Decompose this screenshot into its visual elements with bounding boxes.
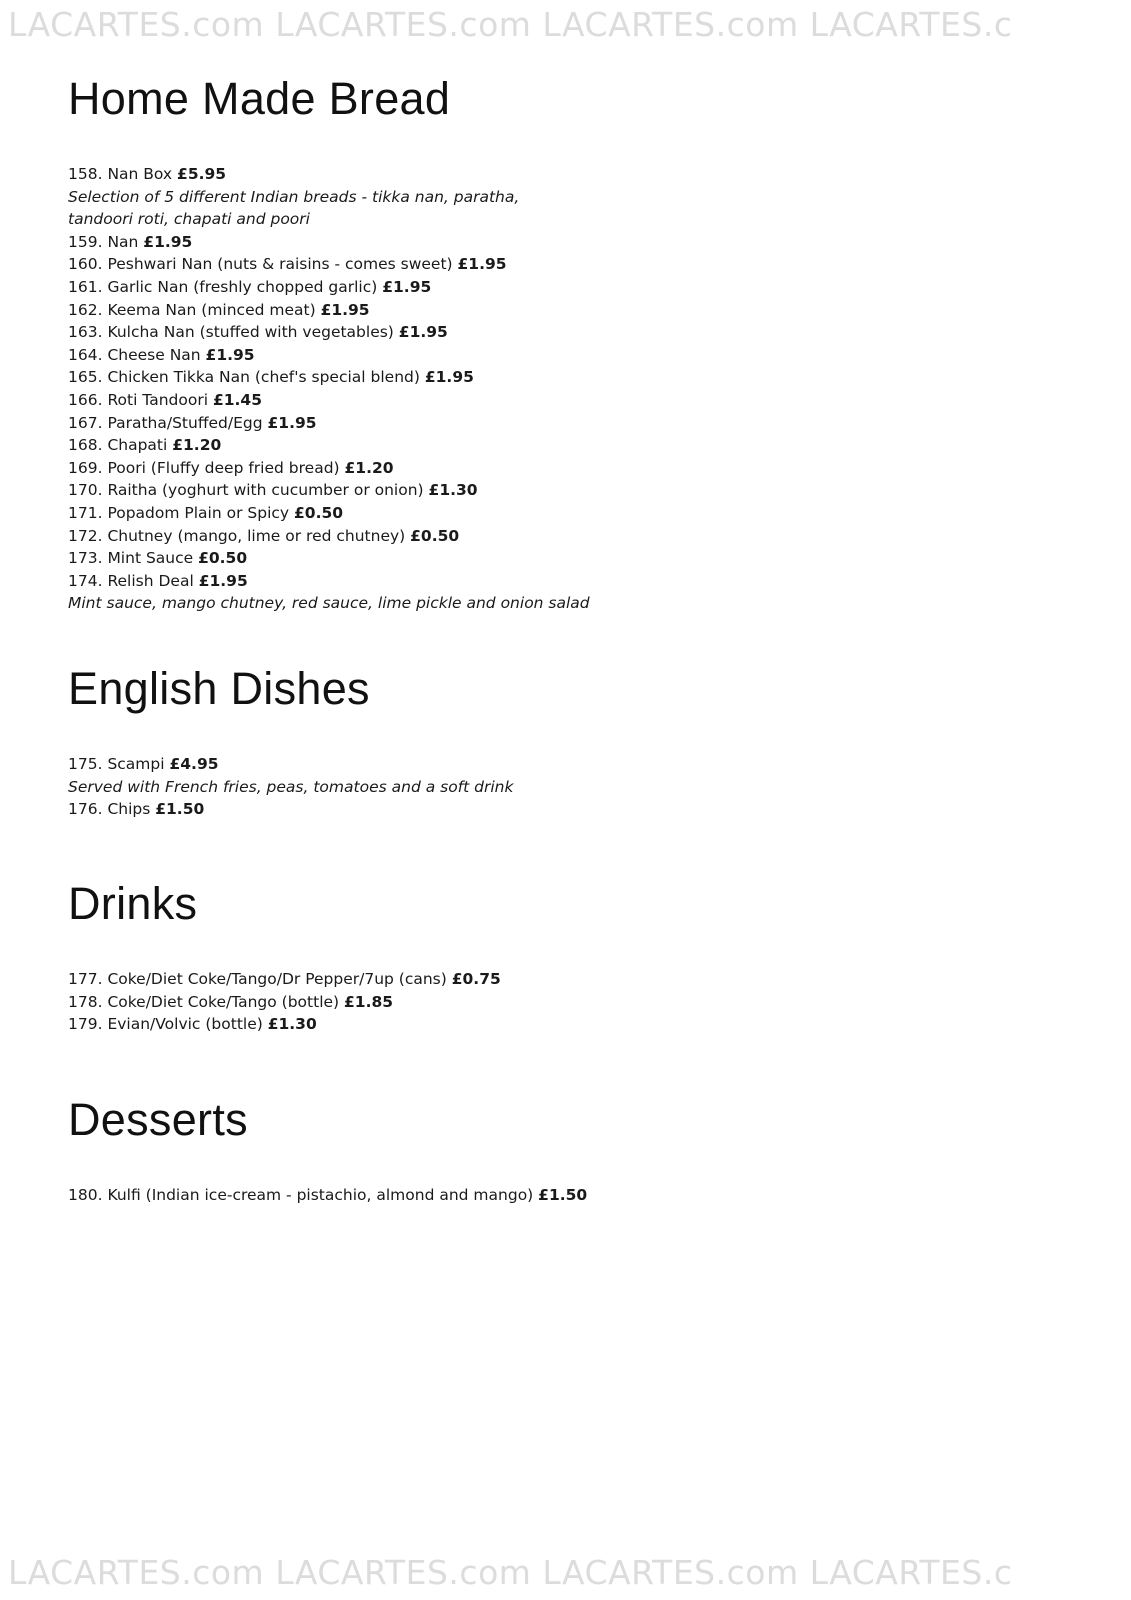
item-name: 160. Peshwari Nan (nuts & raisins - comes sweet)	[68, 255, 458, 274]
item-price: £1.95	[382, 277, 432, 296]
item-name: 173. Mint Sauce	[68, 549, 199, 568]
section-title: Home Made Bread	[68, 73, 451, 124]
item-price: £0.50	[294, 503, 344, 522]
item-price: £1.95	[320, 300, 370, 319]
item-price: £4.95	[169, 755, 219, 773]
menu-item	[68, 299, 1068, 322]
section-title: English Dishes	[68, 663, 370, 714]
section-drinks	[68, 878, 1068, 1036]
menu-item	[68, 253, 1068, 276]
menu-item	[68, 570, 1068, 593]
item-name: 162. Keema Nan (minced meat)	[68, 300, 321, 319]
menu-item	[68, 457, 1068, 480]
item-name: 158. Nan Box	[68, 165, 178, 183]
item-price: £1.20	[172, 436, 222, 455]
item-price: £1.95	[267, 413, 317, 432]
item-name: 170. Raitha (yoghurt with cucumber or onion)	[68, 481, 429, 500]
menu-item	[68, 798, 1068, 821]
menu-item	[68, 547, 1068, 570]
menu-item	[68, 231, 1068, 254]
item-description: Selection of 5 different Indian breads - tikka nan, paratha,	[68, 187, 520, 206]
menu-item	[68, 344, 1068, 367]
menu-item	[68, 1013, 1068, 1036]
item-price: £1.95	[398, 323, 448, 342]
menu-item-list	[68, 163, 1068, 615]
item-price: £1.95	[198, 571, 248, 590]
item-price: £1.45	[212, 390, 262, 409]
section-desserts	[68, 1094, 1068, 1207]
section-home-made-bread	[68, 73, 1068, 615]
item-name: 164. Cheese Nan	[68, 345, 206, 364]
item-name: 178. Coke/Diet Coke/Tango (bottle)	[68, 992, 345, 1011]
section-title: Drinks	[68, 878, 198, 929]
item-name: 168. Chapati	[68, 436, 173, 455]
menu-item-list	[68, 1184, 1068, 1207]
menu-item	[68, 753, 1068, 776]
item-price: £1.20	[344, 458, 394, 477]
menu-item	[68, 434, 1068, 457]
item-name: 175. Scampi	[68, 755, 170, 773]
menu-item	[68, 1184, 1068, 1207]
item-name: 166. Roti Tandoori	[68, 390, 213, 409]
item-price: £1.95	[143, 232, 193, 251]
item-price: £1.95	[424, 368, 474, 387]
menu-item	[68, 276, 1068, 299]
item-price: £1.30	[428, 481, 478, 500]
item-price: £1.50	[155, 800, 205, 819]
item-price: £0.50	[198, 549, 248, 568]
item-name: 163. Kulcha Nan (stuffed with vegetables)	[68, 323, 399, 342]
menu-item	[68, 968, 1068, 991]
item-description: Mint sauce, mango chutney, red sauce, lime pickle and onion salad	[68, 594, 590, 613]
item-price: £0.50	[410, 526, 460, 545]
menu-item-list	[68, 968, 1068, 1036]
item-name: 179. Evian/Volvic (bottle)	[68, 1015, 268, 1034]
section-title: Desserts	[68, 1094, 248, 1145]
item-name: 167. Paratha/Stuffed/Egg	[68, 413, 268, 432]
item-name: 165. Chicken Tikka Nan (chef's special blend)	[68, 368, 425, 387]
menu-item	[68, 502, 1068, 525]
item-price: £1.50	[538, 1186, 588, 1204]
item-description: tandoori roti, chapati and poori	[68, 210, 310, 229]
menu-item	[68, 366, 1068, 389]
item-name: 159. Nan	[68, 232, 144, 251]
menu-item	[68, 389, 1068, 412]
item-name: 174. Relish Deal	[68, 571, 199, 590]
menu-item	[68, 412, 1068, 435]
item-price: £0.75	[451, 970, 501, 988]
menu-item-list	[68, 753, 1068, 821]
menu-item	[68, 991, 1068, 1014]
item-name: 172. Chutney (mango, lime or red chutney)	[68, 526, 411, 545]
watermark-top: LACARTES.com LACARTES.com LACARTES.com LACARTES.c	[8, 5, 1013, 44]
item-name: 161. Garlic Nan (freshly chopped garlic)	[68, 277, 383, 296]
item-price: £1.95	[205, 345, 255, 364]
item-price: £1.85	[344, 992, 394, 1011]
item-name: 169. Poori (Fluffy deep fried bread)	[68, 458, 345, 477]
section-english-dishes	[68, 663, 1068, 821]
item-name: 177. Coke/Diet Coke/Tango/Dr Pepper/7up (cans)	[68, 970, 452, 988]
menu-item	[68, 163, 1068, 186]
item-name: 180. Kulfi (Indian ice-cream - pistachio, almond and mango)	[68, 1186, 539, 1204]
watermark-bottom: LACARTES.com LACARTES.com LACARTES.com LACARTES.c	[8, 1553, 1013, 1592]
menu-item	[68, 525, 1068, 548]
item-name: 171. Popadom Plain or Spicy	[68, 503, 294, 522]
menu-item	[68, 479, 1068, 502]
item-price: £1.95	[457, 255, 507, 274]
menu-item	[68, 321, 1068, 344]
item-description: Served with French fries, peas, tomatoes and a soft drink	[68, 777, 514, 796]
item-price: £1.30	[267, 1015, 317, 1034]
item-name: 176. Chips	[68, 800, 156, 819]
item-price: £5.95	[177, 165, 227, 183]
